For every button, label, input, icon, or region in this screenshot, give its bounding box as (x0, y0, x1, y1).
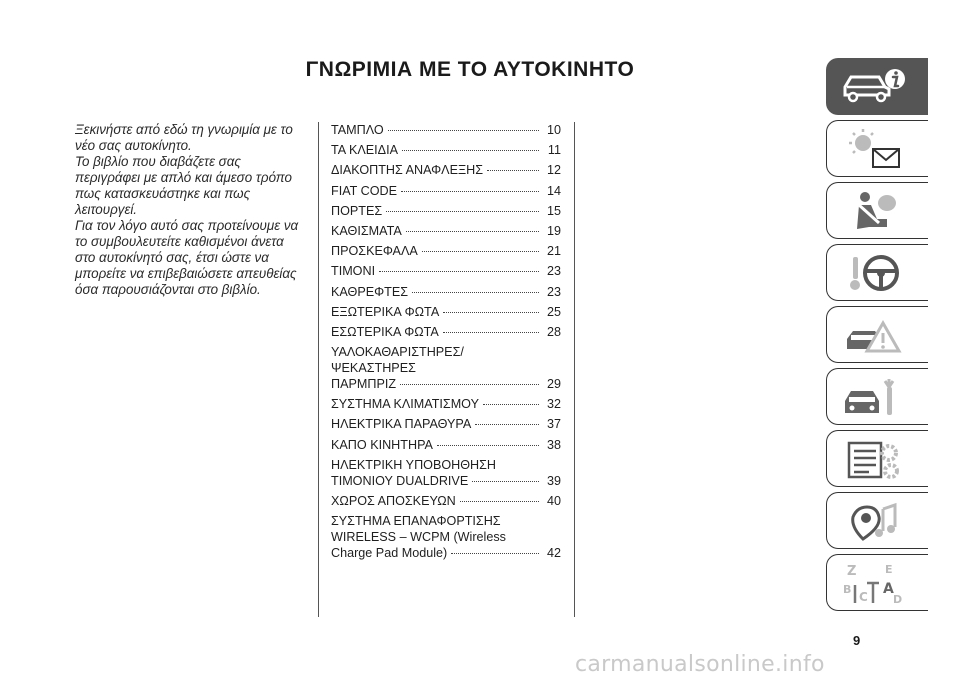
dot-leader (412, 291, 539, 293)
dot-leader (475, 423, 539, 425)
dot-leader (483, 403, 539, 405)
dot-leader (406, 230, 539, 232)
dot-leader (388, 129, 539, 131)
toc-entry-label: ΗΛΕΚΤΡΙΚΗ ΥΠΟΒΟΗΘΗΣΗ (331, 457, 497, 472)
tab-starting-driving[interactable] (826, 244, 928, 301)
toc-entry-label: ΕΞΩΤΕΡΙΚΑ ΦΩΤΑ (331, 304, 440, 319)
toc-entry-label: Charge Pad Module) (331, 546, 448, 561)
toc-entry-page: 39 (546, 473, 561, 488)
toc-entry[interactable] (331, 493, 561, 509)
toc-entry-page: 40 (546, 494, 561, 508)
tab-safety[interactable] (826, 182, 928, 239)
toc-entry[interactable] (331, 457, 561, 489)
dot-leader (472, 480, 539, 482)
toc-entry-label: ΠΑΡΜΠΡΙΖ (331, 377, 397, 392)
toc-entry-page: 37 (546, 417, 561, 432)
toc-entry-label: ΨΕΚΑΣΤΗΡΕΣ (331, 361, 416, 376)
toc-entry[interactable] (331, 284, 561, 300)
toc-entry-page: 10 (546, 123, 561, 137)
dot-leader (460, 500, 539, 502)
toc-entry-label: ΤΑ ΚΛΕΙΔΙΑ (331, 143, 398, 158)
dot-leader (422, 250, 539, 252)
toc-entry-page: 14 (546, 183, 561, 198)
tab-car-info[interactable] (826, 58, 928, 115)
toc-entry-page: 11 (547, 143, 561, 158)
maintenance-icon (839, 375, 905, 420)
column-divider (574, 122, 575, 617)
table-of-contents (331, 122, 561, 565)
toc-entry[interactable] (331, 162, 561, 178)
intro-paragraph: Ξεκινήστε από εδώ τη γνωριμία με το νέο σας αυτοκίνητο. (75, 122, 293, 153)
dot-leader (386, 210, 539, 212)
multimedia-icon (839, 499, 905, 544)
toc-entry[interactable] (331, 324, 561, 340)
toc-entry-page: 21 (546, 244, 561, 259)
toc-entry-page: 19 (546, 223, 561, 238)
toc-entry[interactable] (331, 416, 561, 432)
toc-entry-page: 28 (546, 324, 561, 339)
index-letter: B (843, 583, 852, 596)
toc-entry[interactable] (331, 183, 561, 199)
tab-warning-lights-messages[interactable] (826, 120, 928, 177)
toc-entry[interactable] (331, 263, 561, 279)
toc-entry-label: FIAT CODE (331, 183, 398, 198)
dot-leader (443, 311, 539, 313)
toc-entry-label: ΥΑΛΟΚΑΘΑΡΙΣΤΗΡΕΣ/ (331, 345, 464, 360)
index-letter: C (859, 590, 868, 604)
dot-leader (402, 149, 539, 151)
toc-entry-label: ΧΩΡΟΣ ΑΠΟΣΚΕΥΩΝ (331, 494, 456, 508)
dot-leader (400, 383, 539, 385)
toc-entry-page: 42 (546, 546, 561, 561)
index-letter: D (893, 593, 903, 606)
toc-entry-label: ΣΥΣΤΗΜΑ ΚΛΙΜΑΤΙΣΜΟΥ (331, 397, 479, 412)
index-letter: E (885, 563, 893, 576)
dot-leader (437, 444, 539, 446)
toc-entry[interactable] (331, 396, 561, 412)
dot-leader (401, 190, 539, 192)
intro-paragraph: Το βιβλίο που διαβάζετε σας περιγράφει με απλό και άμεσο τρόπο πως κατασκευάστηκε και πως λειτουργεί. (75, 154, 292, 217)
index-icon (839, 561, 905, 606)
toc-entry-page: 25 (546, 304, 561, 319)
watermark: carmanualsonline.info (575, 652, 825, 677)
dot-leader (379, 270, 539, 272)
toc-entry-page: 23 (546, 284, 561, 299)
starting-driving-icon (839, 251, 905, 296)
toc-entry-label: ΕΣΩΤΕΡΙΚΑ ΦΩΤΑ (331, 324, 439, 339)
toc-entry-page: 38 (546, 437, 561, 452)
toc-entry-label: ΤΑΜΠΛΟ (331, 123, 384, 137)
intro-text (75, 122, 307, 298)
tab-emergency[interactable] (826, 306, 928, 363)
toc-entry[interactable] (331, 122, 561, 138)
toc-entry-label: ΚΑΘΙΣΜΑΤΑ (331, 223, 402, 238)
tab-technical-data[interactable] (826, 430, 928, 487)
toc-entry[interactable] (331, 243, 561, 259)
toc-entry[interactable] (331, 203, 561, 219)
toc-entry[interactable] (331, 437, 561, 453)
toc-entry-label: ΚΑΠΟ ΚΙΝΗΤΗΡΑ (331, 437, 433, 452)
toc-entry-page: 29 (546, 377, 561, 392)
emergency-icon (839, 313, 905, 358)
toc-entry[interactable] (331, 304, 561, 320)
page-number: 9 (853, 633, 861, 648)
tab-index[interactable] (826, 554, 928, 611)
toc-entry-label: ΗΛΕΚΤΡΙΚΑ ΠΑΡΑΘΥΡΑ (331, 417, 472, 432)
toc-entry-label: ΤΙΜΟΝΙΟΥ DUALDRIVE (331, 473, 469, 488)
page-title: ΓΝΩΡΙΜΙΑ ΜΕ ΤΟ ΑΥΤΟΚΙΝΗΤΟ (305, 58, 635, 81)
index-letter: A (883, 581, 894, 597)
index-letter: Z (847, 564, 857, 579)
toc-entry-label: WIRELESS – WCPM (Wireless (331, 530, 506, 545)
dot-leader (451, 552, 539, 554)
toc-entry-label: ΠΟΡΤΕΣ (331, 203, 383, 218)
car-info-icon (839, 65, 905, 110)
toc-entry-label: ΤΙΜΟΝΙ (331, 264, 376, 279)
tab-multimedia[interactable] (826, 492, 928, 549)
column-divider (318, 122, 319, 617)
toc-entry-page: 15 (546, 203, 561, 218)
toc-entry-page: 23 (546, 264, 561, 279)
toc-entry-page: 32 (546, 397, 561, 412)
toc-entry-page: 12 (546, 163, 561, 178)
toc-entry[interactable] (331, 142, 561, 158)
toc-entry[interactable] (331, 223, 561, 239)
toc-entry-label: ΔΙΑΚΟΠΤΗΣ ΑΝΑΦΛΕΞΗΣ (331, 163, 484, 178)
safety-seatbelt-airbag-icon (839, 189, 905, 234)
toc-entry-label: ΚΑΘΡΕΦΤΕΣ (331, 284, 409, 299)
dot-leader (487, 169, 539, 171)
toc-entry-label: ΠΡΟΣΚΕΦΑΛΑ (331, 244, 418, 259)
toc-entry-label: ΣΥΣΤΗΜΑ ΕΠΑΝΑΦΟΡΤΙΣΗΣ (331, 514, 501, 529)
tab-maintenance[interactable] (826, 368, 928, 425)
intro-paragraph: Για τον λόγο αυτό σας προτείνουμε να το συμβουλευτείτε καθισμένοι άνετα στο αυτοκίνητό σας, έτσι ώστε να μπορείτε να επιβεβαιώσετε απευθείας όσα παρουσιάζονται στο βιβλίο. (75, 218, 299, 297)
technical-data-icon (839, 437, 905, 482)
dot-leader (443, 331, 539, 333)
toc-entry[interactable] (331, 513, 561, 561)
warning-lights-message-icon (839, 127, 905, 172)
chapter-tabs (826, 58, 928, 613)
toc-entry[interactable] (331, 344, 561, 392)
